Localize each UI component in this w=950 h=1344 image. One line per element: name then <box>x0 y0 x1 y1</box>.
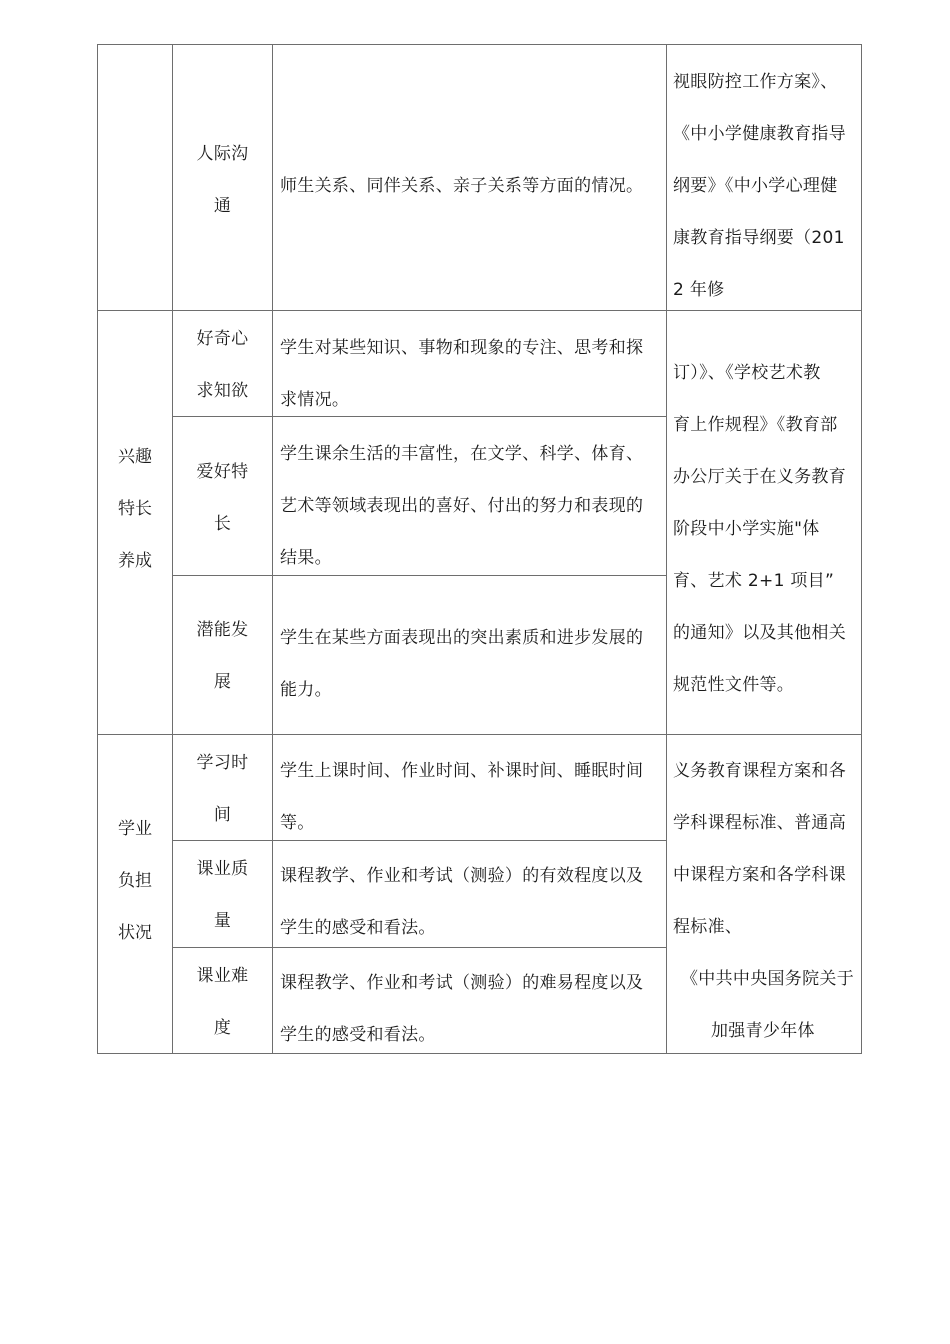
basis-text-block: 义务教育课程方案和各 学科课程标准、普通高 中课程方案和各学科课 程标准、 《中共中央国务院关于 加强青少年体 <box>673 761 854 1041</box>
table-border-col3 <box>666 44 667 1054</box>
category-label: 兴趣 特长 养成 <box>118 447 152 571</box>
sub-item-label: 人际沟 通 <box>196 144 249 216</box>
category-label: 学业 负担 状况 <box>118 819 152 943</box>
sub-item-label: 好奇心 求知欲 <box>196 329 249 401</box>
sub-item-label: 潜能发 展 <box>196 620 249 692</box>
sub-item-label: 课业难 度 <box>196 966 249 1038</box>
sub-item-label: 学习时 间 <box>196 753 249 825</box>
item-description: 课程教学、作业和考试（测验）的有效程度以及 学生的感受和看法。 <box>280 866 644 938</box>
sub-item-label: 爱好特 长 <box>196 462 249 534</box>
item-description: 学生上课时间、作业时间、补课时间、睡眠时间 等。 <box>280 761 644 833</box>
basis-text-block: 视眼防控工作方案》、 《中小学健康教育指导 纲要》《中小学心理健 康教育指导纲要（201 2 年修 <box>673 72 846 300</box>
item-description: 师生关系、同伴关系、亲子关系等方面的情况。 <box>280 176 644 196</box>
table-border-col2 <box>272 44 273 1054</box>
item-description: 学生对某些知识、事物和现象的专注、思考和探 求情况。 <box>280 338 644 410</box>
item-description: 课程教学、作业和考试（测验）的难易程度以及 学生的感受和看法。 <box>280 973 644 1045</box>
item-description: 学生在某些方面表现出的突出素质和进步发展的 能力。 <box>280 628 644 700</box>
table-row-divider <box>97 734 862 735</box>
item-description: 学生课余生活的丰富性，在文学、科学、体育、 艺术等领域表现出的喜好、付出的努力和表现的 结果。 <box>280 444 644 568</box>
basis-text-block: 订）》、《学校艺术教 育上作规程》《教育部 办公厅关于在义务教育 阶段中小学实施"体 育、艺术 2+1 项目” 的通知》以及其他相关 规范性文件等。 <box>673 363 846 695</box>
table-border-top <box>97 44 862 45</box>
table-border-right <box>861 44 862 1054</box>
sub-item-label: 课业质 量 <box>196 859 249 931</box>
